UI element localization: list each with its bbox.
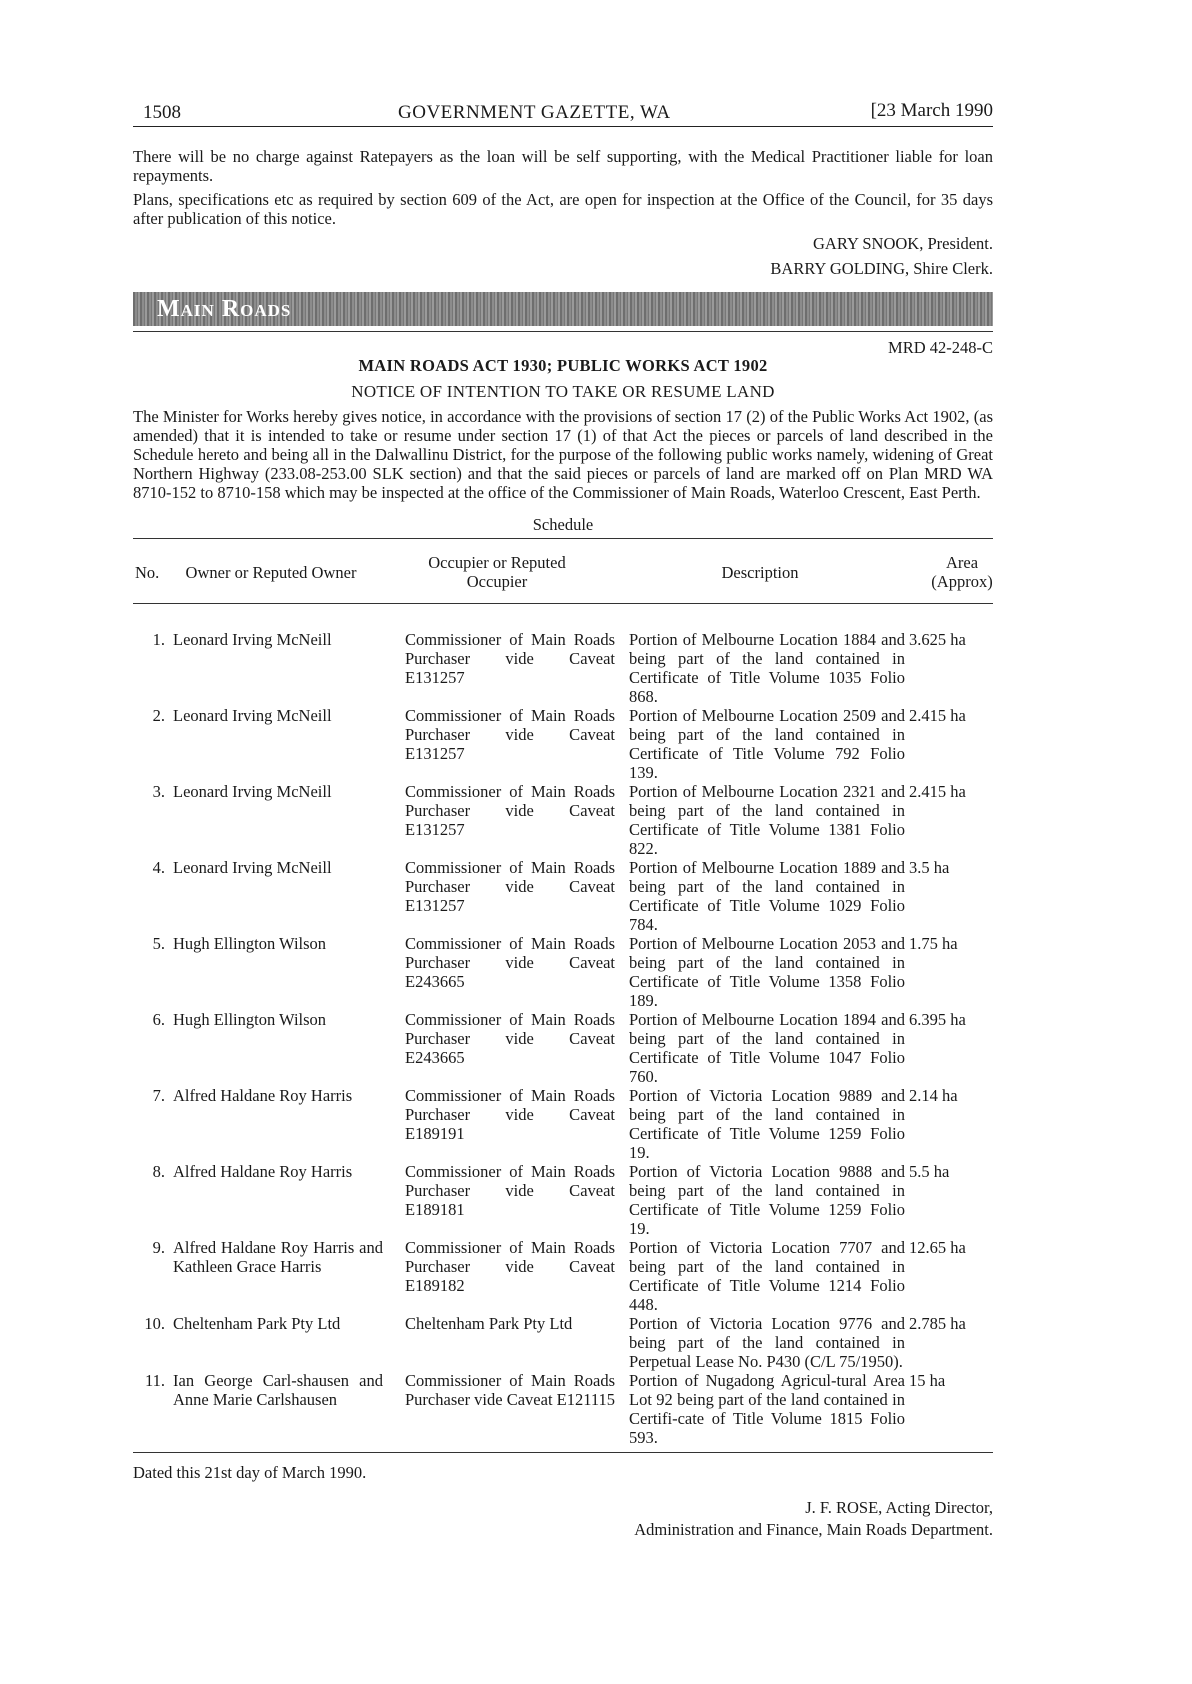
row-occupier: Commissioner of Main Roads Purchaser vide Caveat E131257 <box>405 706 615 763</box>
row-number: 8. <box>152 1162 165 1181</box>
row-owner: Ian George Carl-shausen and Anne Marie Carlshausen <box>171 1371 383 1453</box>
row-owner: Alfred Haldane Roy Harris <box>173 1086 353 1105</box>
row-owner: Leonard Irving McNeill <box>173 706 332 725</box>
notice-body: The Minister for Works hereby gives notice, in accordance with the provisions of section 17 (2) of the Public Works Act 1902, (as amended) that it is intended to take or resume under section 17 (1) of that Act the pieces or parcels of land described in the Schedule hereto and being all in the Dalwallinu District, for the purpose of the following public works namely, widening of Great Northern Highway (233.08-253.00 SLK section) and that the said pieces or parcels of land are marked off on Plan MRD WA 8710-152 to 8710-158 which may be inspected at the office of the Commissioner of Main Roads, Waterloo Crescent, East Perth. <box>133 407 993 502</box>
schedule-row <box>133 782 993 858</box>
schedule-row <box>133 1238 993 1314</box>
row-description: Portion of Victoria Location 9888 and being part of the land contained in Certificate of Title Volume 1259 Folio 19. <box>629 1162 905 1238</box>
row-number: 3. <box>152 782 165 801</box>
schedule-row <box>133 1086 993 1162</box>
row-area: 2.14 ha <box>909 1086 958 1105</box>
dated-line: Dated this 21st day of March 1990. <box>133 1463 367 1482</box>
row-occupier: Commissioner of Main Roads Purchaser vide Caveat E189191 <box>405 1086 615 1143</box>
column-header-occupier: Occupier or Reputed Occupier <box>383 539 615 604</box>
row-owner: Alfred Haldane Roy Harris <box>173 1162 353 1181</box>
row-area: 2.415 ha <box>909 706 966 725</box>
schedule-row <box>133 934 993 1010</box>
row-occupier: Commissioner of Main Roads Purchaser vide Caveat E243665 <box>405 1010 615 1067</box>
row-area: 5.5 ha <box>909 1162 950 1181</box>
row-occupier: Commissioner of Main Roads Purchaser vide Caveat E189181 <box>405 1162 615 1219</box>
schedule-row <box>133 1371 993 1453</box>
gazette-page <box>133 92 993 1541</box>
row-occupier: Commissioner of Main Roads Purchaser vide Caveat E243665 <box>405 934 615 991</box>
row-area: 2.785 ha <box>909 1314 966 1333</box>
page-number: 1508 <box>143 102 181 123</box>
row-number: 7. <box>152 1086 165 1105</box>
row-number: 9. <box>152 1238 165 1257</box>
row-number: 5. <box>152 934 165 953</box>
row-area: 3.625 ha <box>909 630 966 649</box>
schedule-row <box>133 604 993 707</box>
schedule-row <box>133 1314 993 1371</box>
schedule-row <box>133 1162 993 1238</box>
row-number: 2. <box>152 706 165 725</box>
schedule-body <box>133 604 993 1453</box>
signatory-shire-clerk: BARRY GOLDING, Shire Clerk. <box>770 259 993 278</box>
schedule-row <box>133 706 993 782</box>
row-description: Portion of Victoria Location 7707 and being part of the land contained in Certificate of Title Volume 1214 Folio 448. <box>629 1238 905 1314</box>
row-owner: Leonard Irving McNeill <box>173 858 332 877</box>
section-banner-label: Main Roads <box>157 296 292 322</box>
row-area: 2.415 ha <box>909 782 966 801</box>
row-description: Portion of Victoria Location 9776 and being part of the land contained in Perpetual Lease No. P430 (C/L 75/1950). <box>629 1314 905 1371</box>
row-number: 4. <box>152 858 165 877</box>
row-owner: Hugh Ellington Wilson <box>173 934 327 953</box>
notice-subtitle: NOTICE OF INTENTION TO TAKE OR RESUME LAND <box>351 382 775 401</box>
column-header-owner: Owner or Reputed Owner <box>171 539 383 604</box>
row-number: 10. <box>144 1314 165 1333</box>
row-area: 15 ha <box>905 1371 993 1453</box>
row-occupier: Cheltenham Park Pty Ltd <box>405 1314 573 1333</box>
schedule-row <box>133 858 993 934</box>
row-area: 6.395 ha <box>909 1010 966 1029</box>
row-occupier: Commissioner of Main Roads Purchaser vide Caveat E131257 <box>405 782 615 839</box>
footer-signature <box>133 1497 993 1541</box>
schedule-table <box>133 538 993 1453</box>
row-description: Portion of Melbourne Location 2509 and being part of the land contained in Certificate of Title Volume 792 Folio 139. <box>629 706 905 782</box>
row-number: 1. <box>152 630 165 649</box>
row-description: Portion of Victoria Location 9889 and being part of the land contained in Certificate of Title Volume 1259 Folio 19. <box>629 1086 905 1162</box>
row-area: 12.65 ha <box>909 1238 966 1257</box>
row-occupier: Commissioner of Main Roads Purchaser vide Caveat E131257 <box>405 858 615 915</box>
issue-date: [23 March 1990 <box>870 100 993 121</box>
section-banner <box>133 292 993 326</box>
row-owner: Leonard Irving McNeill <box>173 782 332 801</box>
row-owner: Hugh Ellington Wilson <box>173 1010 327 1029</box>
row-description: Portion of Nugadong Agricul-tural Area Lot 92 being part of the land contained in Certifi-cate of Title Volume 1815 Folio 593. <box>615 1371 905 1453</box>
page-header <box>133 92 993 126</box>
banner-rule <box>133 331 993 332</box>
row-owner: Leonard Irving McNeill <box>173 630 332 649</box>
intro-paragraph-1: There will be no charge against Ratepayers as the loan will be self supporting, with the Medical Practitioner liable for loan repayments. <box>133 147 993 185</box>
row-description: Portion of Melbourne Location 1889 and being part of the land contained in Certificate of Title Volume 1029 Folio 784. <box>629 858 905 934</box>
schedule-row <box>133 1010 993 1086</box>
row-description: Portion of Melbourne Location 2321 and being part of the land contained in Certificate of Title Volume 1381 Folio 822. <box>629 782 905 858</box>
signatory-president: GARY SNOOK, President. <box>813 234 993 253</box>
column-header-no: No. <box>133 539 171 604</box>
row-occupier: Commissioner of Main Roads Purchaser vide Caveat E189182 <box>405 1238 615 1295</box>
column-header-area: Area (Approx) <box>905 539 993 604</box>
schedule-title: Schedule <box>532 515 594 534</box>
row-number: 11. <box>133 1371 171 1453</box>
row-area: 1.75 ha <box>909 934 958 953</box>
schedule-header-row <box>133 539 993 604</box>
row-number: 6. <box>152 1010 165 1029</box>
row-occupier: Commissioner of Main Roads Purchaser vide Caveat E131257 <box>405 630 615 687</box>
row-owner: Alfred Haldane Roy Harris and Kathleen Grace Harris <box>173 1238 383 1276</box>
row-owner: Cheltenham Park Pty Ltd <box>173 1314 341 1333</box>
footer-signatory-line-2: Administration and Finance, Main Roads Department. <box>634 1520 993 1539</box>
intro-paragraph-2: Plans, specifications etc as required by section 609 of the Act, are open for inspection at the Office of the Council, for 35 days after publication of this notice. <box>133 190 993 228</box>
column-header-description: Description <box>615 539 905 604</box>
row-area: 3.5 ha <box>909 858 950 877</box>
footer-signatory-line-1: J. F. ROSE, Acting Director, <box>805 1498 993 1517</box>
row-description: Portion of Melbourne Location 2053 and being part of the land contained in Certificate of Title Volume 1358 Folio 189. <box>629 934 905 1010</box>
notice-reference: MRD 42-248-C <box>888 338 993 357</box>
header-rule <box>133 126 993 127</box>
intro-section <box>133 147 993 282</box>
row-occupier: Commissioner of Main Roads Purchaser vide Caveat E121115 <box>383 1371 615 1453</box>
row-description: Portion of Melbourne Location 1884 and being part of the land contained in Certificate of Title Volume 1035 Folio 868. <box>629 630 905 706</box>
intro-signatures <box>133 230 993 282</box>
row-description: Portion of Melbourne Location 1894 and being part of the land contained in Certificate of Title Volume 1047 Folio 760. <box>629 1010 905 1086</box>
gazette-title: GOVERNMENT GAZETTE, WA <box>398 102 671 123</box>
act-title: MAIN ROADS ACT 1930; PUBLIC WORKS ACT 1902 <box>358 356 768 375</box>
